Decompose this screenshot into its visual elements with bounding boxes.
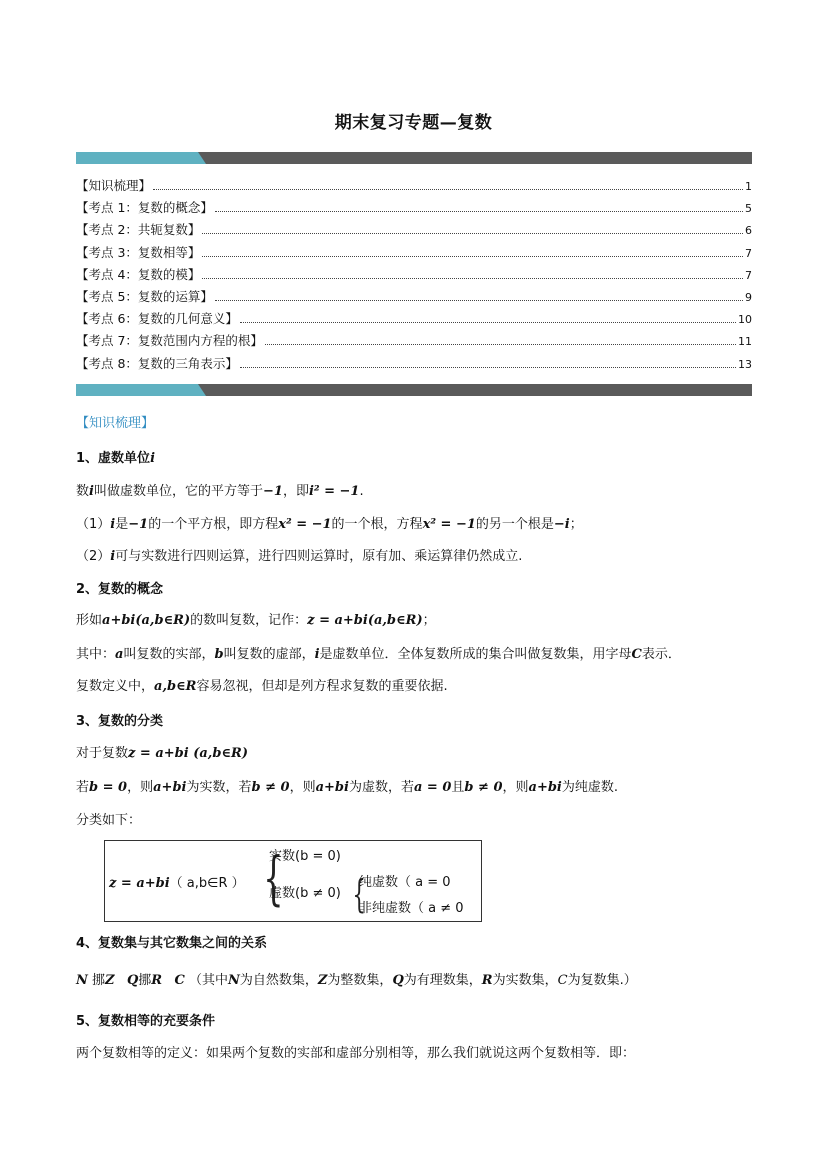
para-3-2: 若b = 0，则a+bi为实数，若b ≠ 0，则a+bi为虚数，若a = 0且b ≠ 0，则a+bi为纯虚数. [76,780,619,795]
toc-leader-dots [240,366,736,368]
toc-entry-page: 5 [745,202,752,216]
toc-entry-page: 11 [738,335,752,349]
toc-entry-label: 【考点 1：复数的概念】 [76,200,213,216]
toc-entry-label: 【考点 2：共轭复数】 [76,222,201,238]
table-of-contents [76,176,752,376]
toc-leader-dots [202,232,743,234]
toc-leader-dots [215,299,743,301]
page-title: 期末复习专题—复数 [334,113,493,133]
section-title: 【知识梳理】 [76,416,155,431]
toc-entry-label: 【知识梳理】 [76,178,152,193]
set-relation: N 挪Z Q挪R C （其中N为自然数集，Z为整数集，Q为有理数集，R为实数集，C为复数集.） [76,973,637,988]
toc-entry-label: 【考点 8：复数的三角表示】 [76,355,238,371]
toc-entry-page: 9 [745,290,752,304]
toc-leader-dots [202,255,743,257]
toc-leader-dots [215,210,743,212]
toc-leader-dots [240,321,736,323]
class-pure-imaginary: 纯虚数（ a = 0 [359,875,451,890]
classification-box [104,840,482,922]
para-2-1: 形如a+bi(a,b∈R)的数叫复数，记作：z = a+bi(a,b∈R)； [76,613,436,628]
toc-entry-page: 7 [745,246,752,260]
toc-entry-label: 【考点 5：复数的运算】 [76,288,213,304]
heading-2: 2、复数的概念 [76,582,164,597]
class-non-pure-imaginary: 非纯虚数（ a ≠ 0 [359,901,464,916]
toc-entry-label: 【考点 7：复数范围内方程的根】 [76,333,263,349]
para-3-3: 分类如下： [76,813,142,828]
toc-entry-page: 1 [745,180,752,193]
toc-entry-page: 6 [745,224,752,238]
toc-leader-dots [153,188,743,190]
bar-teal-segment [76,152,206,164]
toc-entry-label: 【考点 3：复数相等】 [76,244,201,260]
toc-entry-label: 【考点 6：复数的几何意义】 [76,311,238,327]
toc-entry[interactable] [76,354,752,376]
toc-leader-dots [202,277,743,279]
para-2-2: 其中：a叫复数的实部，b叫复数的虚部，i是虚数单位．全体复数所成的集合叫做复数集，用字母C表示． [76,647,681,662]
toc-entry-label: 【考点 4：复数的模】 [76,266,201,282]
header-divider-bar [76,152,752,164]
para-1-1: 数i叫做虚数单位，它的平方等于−1，即i² = −1. [76,484,364,499]
para-2-3: 复数定义中，a,b∈R容易忽视，但却是列方程求复数的重要依据. [76,679,448,694]
toc-entry[interactable] [76,220,752,242]
bar-teal-segment [76,384,206,396]
classification-lhs: z = a+bi（ a,b∈R ） [109,876,245,891]
para-1-3: （2）i可与实数进行四则运算，进行四则运算时，原有加、乘运算律仍然成立. [76,549,523,564]
big-brace-icon: { [263,844,284,912]
toc-entry[interactable] [76,265,752,287]
class-imaginary: 虚数(b ≠ 0) [269,886,341,901]
toc-entry-page: 7 [745,268,752,282]
toc-divider-bar [76,384,752,396]
para-1-2: （1）i是−1的一个平方根，即方程x² = −1的一个根，方程x² = −1的另一个根是−i； [76,517,583,532]
para-5-1: 两个复数相等的定义：如果两个复数的实部和虚部分别相等，那么我们就说这两个复数相等．即： [76,1046,636,1061]
class-real: 实数(b = 0) [269,849,341,864]
para-3-1: 对于复数z = a+bi (a,b∈R) [76,746,248,761]
toc-entry-page: 13 [738,357,752,371]
toc-entry[interactable] [76,176,752,198]
heading-4: 4、复数集与其它数集之间的关系 [76,936,268,951]
toc-entry[interactable] [76,243,752,265]
toc-entry[interactable] [76,287,752,309]
toc-entry[interactable] [76,331,752,353]
toc-entry[interactable] [76,198,752,220]
heading-5: 5、复数相等的充要条件 [76,1014,216,1029]
toc-entry[interactable] [76,309,752,331]
toc-leader-dots [265,343,736,345]
heading-1: 1、虚数单位i [76,451,156,466]
heading-3: 3、复数的分类 [76,714,164,729]
small-brace-icon: { [352,872,366,916]
toc-entry-page: 10 [738,313,752,327]
